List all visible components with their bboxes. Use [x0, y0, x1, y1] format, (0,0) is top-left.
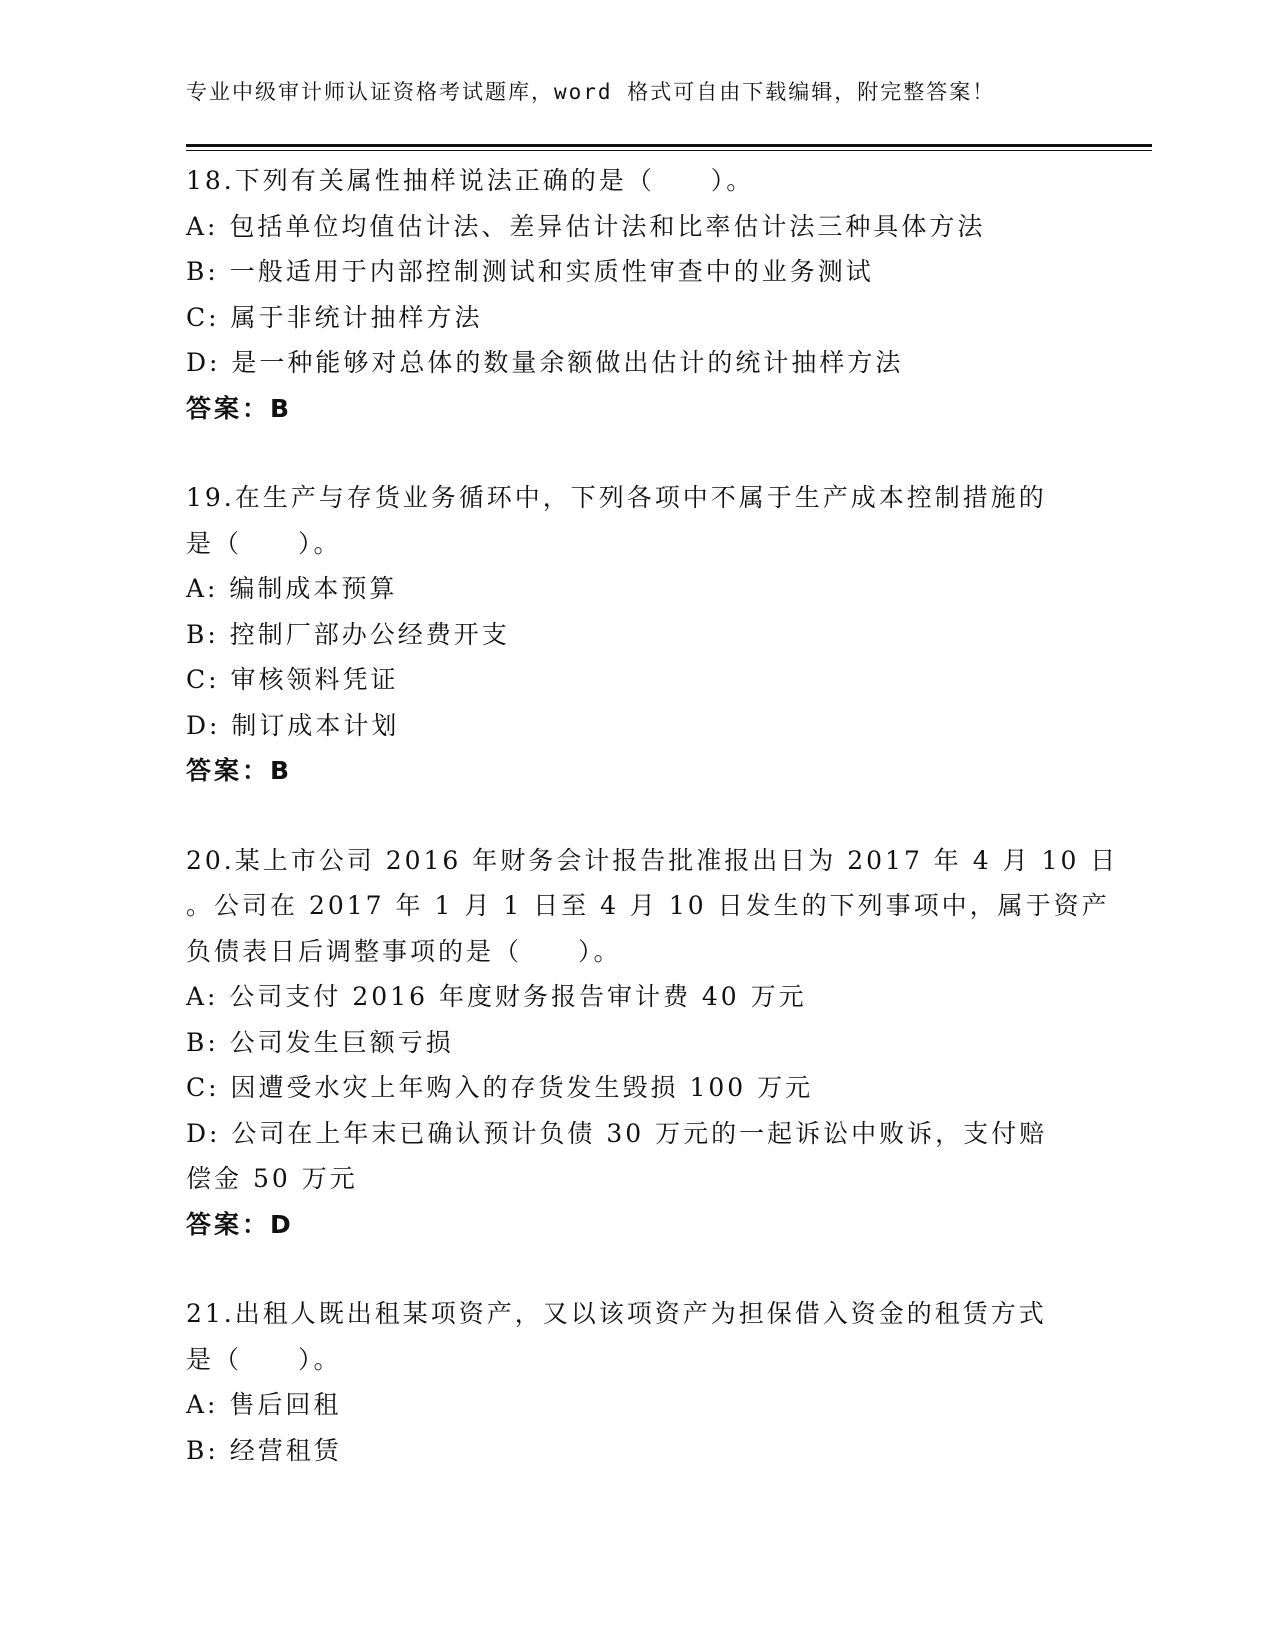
option-a: A: 编制成本预算: [186, 574, 398, 603]
question-stem-cont: 是（ ）。: [186, 1344, 342, 1374]
option-c: C: 因遭受水灾上年购入的存货发生毁损 100 万元: [186, 1073, 814, 1102]
question-list: [186, 158, 1119, 1517]
option-a: A: 包括单位均值估计法、差异估计法和比率估计法三种具体方法: [186, 211, 986, 241]
question-stem: 21.出租人既出租某项资产，又以该项资产为担保借入资金的租赁方式: [186, 1299, 1047, 1328]
option-d: D: 是一种能够对总体的数量余额做出估计的统计抽样方法: [186, 348, 904, 377]
option-b: B: 一般适用于内部控制测试和实质性审查中的业务测试: [186, 257, 874, 286]
option-d-cont: 偿金 50 万元: [186, 1164, 358, 1193]
question-stem: 19.在生产与存货业务循环中，下列各项中不属于生产成本控制措施的: [186, 483, 1047, 512]
option-a: A: 售后回租: [186, 1390, 342, 1419]
question-stem-cont: 是（ ）。: [186, 528, 342, 558]
option-b: B: 公司发生巨额亏损: [186, 1027, 454, 1057]
option-d: D: 公司在上年末已确认预计负债 30 万元的一起诉讼中败诉，支付赔: [186, 1118, 1048, 1148]
question-20: [186, 838, 1119, 1248]
option-b: B: 经营租赁: [186, 1435, 342, 1465]
option-b: B: 控制厂部办公经费开支: [186, 619, 510, 649]
option-d: D: 制订成本计划: [186, 710, 400, 740]
question-stem: 20.某上市公司 2016 年财务会计报告批准报出日为 2017 年 4 月 10 日: [186, 845, 1119, 875]
question-stem-cont: 负债表日后调整事项的是（ ）。: [186, 936, 622, 966]
option-a: A: 公司支付 2016 年度财务报告审计费 40 万元: [186, 982, 807, 1011]
option-c: C: 审核领料凭证: [186, 665, 399, 694]
answer: 答案：B: [186, 756, 293, 785]
question-19: [186, 475, 1066, 794]
answer: 答案：B: [186, 393, 293, 423]
header-rule: [186, 144, 1152, 147]
question-stem: 18.下列有关属性抽样说法正确的是（ ）。: [186, 166, 755, 195]
question-18: [186, 158, 1066, 431]
question-stem-cont: 。公司在 2017 年 1 月 1 日至 4 月 10 日发生的下列事项中，属于资产: [186, 891, 1110, 920]
question-21: [186, 1291, 1066, 1473]
answer: 答案：D: [186, 1209, 294, 1239]
header-rule-thin: [186, 150, 1152, 151]
page-header: 专业中级审计师认证资格考试题库，word 格式可自由下载编辑，附完整答案！: [186, 80, 996, 104]
option-c: C: 属于非统计抽样方法: [186, 302, 483, 332]
